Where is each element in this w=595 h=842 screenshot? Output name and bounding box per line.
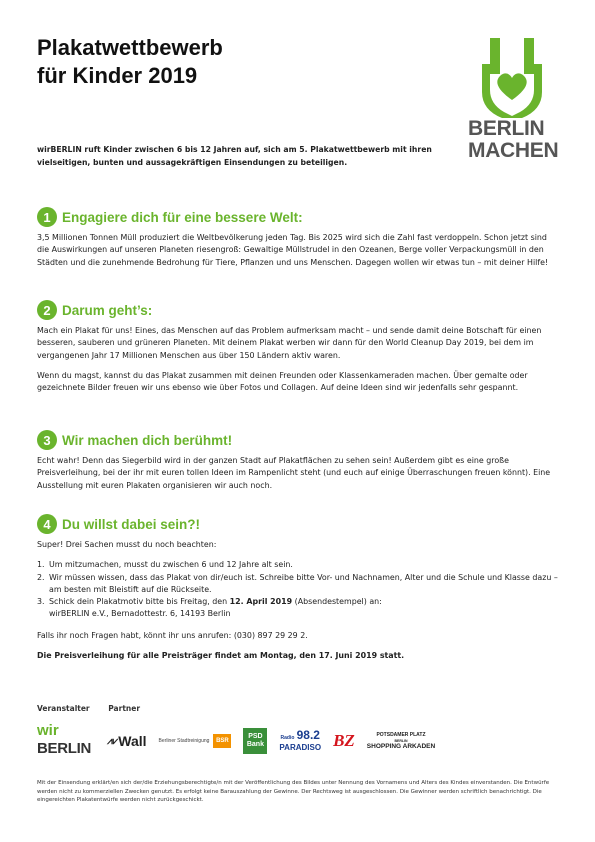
radio-name: PARADISO [279, 742, 322, 752]
deadline-date: 12. April 2019 [229, 597, 293, 607]
stadtreinigung-text: Berliner Stadtreinigung [158, 738, 210, 744]
list-text: Wir müssen wissen, dass das Plakat von dir/euch ist. Schreibe bitte Vor- und Nachnamen, Alter und die Schule und Klasse dazu – am besten mit Bleistift auf die Rückseite. [49, 572, 558, 594]
wall-mark-icon: ⩘⩗ [107, 735, 119, 747]
stadtreinigung-logo [159, 738, 210, 744]
sponsor-logos [37, 724, 559, 758]
section-1 [37, 207, 559, 269]
paragraph: Mach ein Plakat für uns! Eines, das Menschen auf das Problem aufmerksam macht – und sende damit deine Botschaft für einen besseren, sauberen und grüneren Planeten. Mit deinem Plakat werben wir dann für den World Cleanup Day 2019, bei dem im vergangenen Jahr 17 Millionen Menschen aus über 150 Ländern aktiv waren. [37, 326, 542, 360]
section-title: Wir machen dich berühmt! [62, 432, 233, 448]
legal-footnote: Mit der Einsendung erklärt/en sich der/die Erziehungsberechtigte/n mit der Veröffentlichung des Bildes unter Nennung des Vornamens und Alters des Kindes einverstanden. Die Entwürfe werden nicht zu kommerziellen Zwecken genutzt. Es erfolgt keine Barauszahlung der Gewinne. Der Rechtsweg ist ausgeschlossen. Die Gewinner werden schriftlich benachrichtigt. Die eingereichten Plakatentwürfe werden nicht zurückgeschickt. [37, 780, 550, 804]
partner-label: Partner [108, 704, 141, 713]
radio-frequency: 98.2 [296, 727, 320, 742]
section-number-badge: 2 [37, 300, 57, 320]
bz-text: BZ [333, 731, 355, 750]
psd-bank-badge [243, 728, 267, 754]
bank-text: Bank [246, 741, 264, 748]
paragraph: Super! Drei Sachen musst du noch beachten: [37, 540, 217, 549]
contact-info: Falls ihr noch Fragen habt, könnt ihr uns anrufen: (030) 897 29 29 2. [37, 630, 308, 640]
section-body [37, 455, 559, 492]
list-number: 2. [37, 572, 45, 582]
section-number-badge: 1 [37, 207, 57, 227]
list-text-post: (Absendestempel) an: [292, 597, 382, 607]
section-3-heading [37, 430, 559, 450]
bsr-logo [213, 734, 231, 748]
potsdamer-top: POTSDAMER PLATZ [376, 732, 426, 738]
potsdamer-bottom: SHOPPING ARKADEN [366, 743, 436, 750]
potsdamer-mid: BERLIN [394, 739, 408, 743]
organizer-label: Veranstalter [37, 704, 90, 713]
potsdamer-platz-logo [367, 732, 435, 750]
list-text: Um mitzumachen, musst du zwischen 6 und 12 Jahre alt sein. [49, 560, 293, 570]
bz-logo [333, 731, 355, 751]
berlin-machen-logo [462, 34, 566, 162]
section-4-heading [37, 514, 559, 534]
intro-text: wirBERLIN ruft Kinder zwischen 6 bis 12 Jahren auf, sich am 5. Plakatwettbewerb mit ihren vielseitigen, bunten und aussagekräftigen Einsendungen zu beteiligen. [37, 145, 432, 167]
section-4 [37, 514, 559, 662]
award-ceremony-note: Die Preisverleihung für alle Preisträger findet am Montag, den 17. Juni 2019 statt. [37, 651, 405, 661]
list-item [37, 596, 559, 621]
paragraph: 3,5 Millionen Tonnen Müll produziert die Weltbevölkerung jeden Tag. Bis 2025 wird sich die Zahl fast verdoppeln. Schon jetzt sind die Auswirkungen auf unseren Planeten riesengroß: Gewaltige Müllstrudel in den Ozeanen, Berge voller Verpackungsmüll in den Städten und die zunehmende Bedrohung für Tiere, Pflanzen und uns Menschen. Dagegen wollen wir etwas tun – mit deiner Hilfe! [37, 233, 549, 267]
list-text [49, 596, 382, 621]
section-title: Darum geht’s: [62, 302, 153, 318]
bsr-text: BSR [213, 734, 231, 748]
section-2-heading [37, 300, 559, 320]
wall-logo [107, 733, 147, 749]
list-item [37, 572, 559, 597]
sponsor-labels [37, 704, 156, 713]
section-title: Du willst dabei sein?! [62, 516, 201, 532]
wirberlin-berlin: BERLIN [37, 740, 92, 757]
list-number: 1. [37, 560, 45, 570]
wall-text: Wall [118, 733, 147, 749]
section-3 [37, 430, 559, 492]
title-line-2: für Kinder 2019 [37, 63, 198, 88]
section-number-badge: 3 [37, 430, 57, 450]
radio-prefix: Radio [280, 734, 295, 741]
section-title: Engagiere dich für eine bessere Welt: [62, 209, 303, 225]
requirements-list [37, 559, 559, 620]
wirberlin-wir: wir [37, 722, 59, 739]
section-body [37, 325, 559, 394]
psd-bank-logo [243, 728, 267, 754]
section-number-badge: 4 [37, 514, 57, 534]
section-body [37, 232, 559, 269]
list-number: 3. [37, 597, 45, 607]
logo-text-berlin: BERLIN [468, 117, 545, 140]
psd-text: PSD [248, 733, 263, 740]
list-item [37, 559, 559, 571]
list-text-pre: Schick dein Plakatmotiv bitte bis Freitag, den [49, 597, 230, 607]
heart-hand-icon [476, 34, 548, 118]
mailing-address: wirBERLIN e.V., Bernadottestr. 6, 14193 Berlin [49, 609, 231, 619]
title-line-1: Plakatwettbewerb [37, 35, 223, 60]
paragraph: Wenn du magst, kannst du das Plakat zusammen mit deinen Freunden oder Klassenkameraden machen. Über gemalte oder gezeichnete Bilder freuen wir uns ebenso wie über Fotos und Collagen. Auf deine Ideen sind wir jedenfalls sehr gespannt. [37, 370, 528, 393]
section-body [37, 539, 559, 662]
logo-text-machen: MACHEN [468, 139, 559, 162]
radio-paradiso-logo [279, 727, 322, 752]
wirberlin-logo [37, 724, 95, 758]
section-2 [37, 300, 559, 394]
paragraph: Echt wahr! Denn das Siegerbild wird in der ganzen Stadt auf Plakatflächen zu sehen sein! Außerdem gibt es eine große Preisverleihung, bei der ihr mit euren tollen Ideen im Rampenlicht steht (und euch auf einige Überraschungen freuen könnt). Eine Ausstellung mit euren Plakaten organisieren wir auch noch. [37, 456, 551, 490]
section-1-heading [37, 207, 559, 227]
page-title [37, 34, 223, 90]
